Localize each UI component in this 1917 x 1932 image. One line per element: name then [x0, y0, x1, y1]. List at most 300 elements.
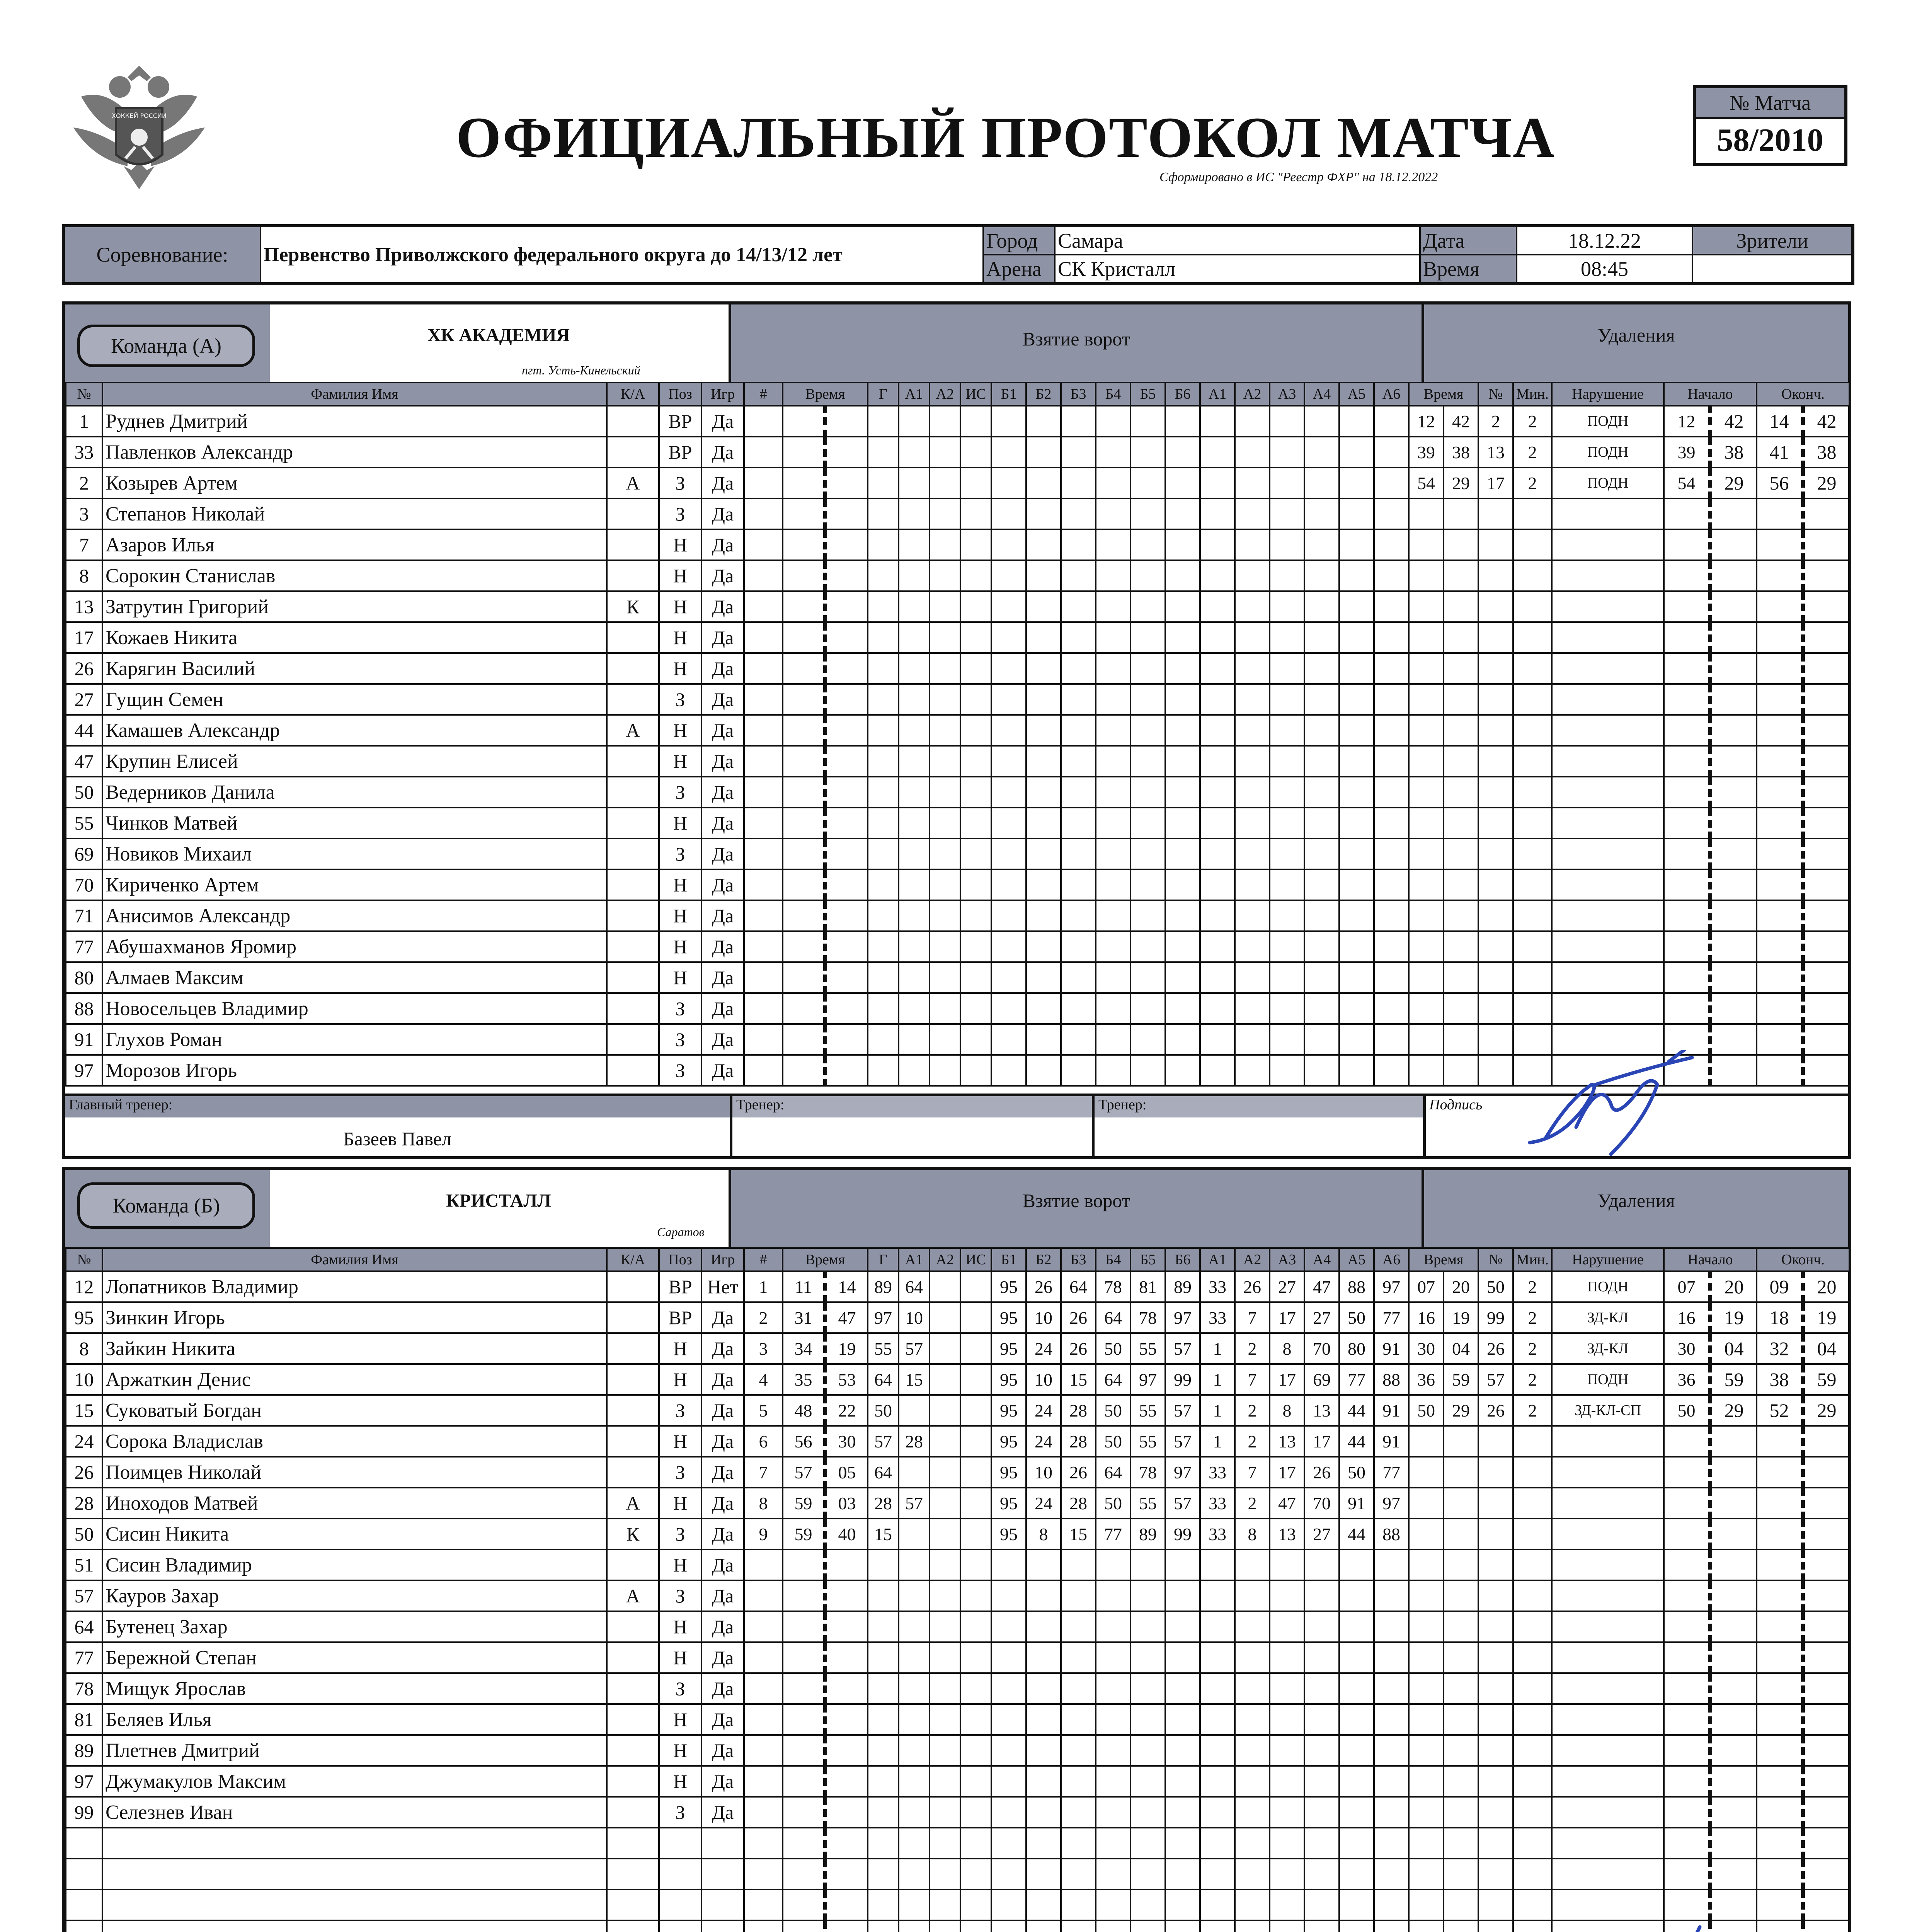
generated-note: Сформировано в ИС "Реестр ФХР" на 18.12.2022: [1159, 170, 1438, 184]
pen-player: [1478, 1024, 1513, 1055]
goal-onice-b: [1061, 962, 1096, 993]
goal-onice-b: [991, 1024, 1026, 1055]
goal-onice-b: [1096, 1766, 1130, 1797]
goal-assist1: 57: [899, 1333, 930, 1364]
player-position: З: [659, 1673, 701, 1704]
goal-onice-b: 26: [1061, 1457, 1096, 1488]
goal-onice-b: 95: [991, 1333, 1026, 1364]
pen-violation: [1552, 591, 1664, 622]
pen-min: [1409, 838, 1444, 869]
pen-sec: [1444, 1673, 1478, 1704]
goal-onice-a: 44: [1339, 1395, 1374, 1426]
goal-onice-a: [1235, 437, 1270, 468]
goal-onice-a: [1270, 406, 1304, 437]
goal-situation: [960, 1519, 991, 1549]
player-name: Новосельцев Владимир: [102, 993, 607, 1024]
goal-min: 35: [783, 1364, 825, 1395]
pen-min: [1409, 1766, 1444, 1797]
goal-situation: [960, 1735, 991, 1766]
player-position: [659, 1828, 701, 1859]
goal-onice-b: [1061, 715, 1096, 746]
goal-onice-a: [1374, 993, 1409, 1024]
goal-onice-b: [1061, 1611, 1096, 1642]
goal-onice-b: [991, 1642, 1026, 1673]
pen-min: [1409, 653, 1444, 684]
pen-start-min: [1664, 993, 1710, 1024]
pen-end-min: 18: [1757, 1302, 1803, 1333]
goal-assist2: [930, 1364, 960, 1395]
pen-start-min: [1664, 1519, 1710, 1549]
pen-start-min: [1664, 1642, 1710, 1673]
pen-player: [1478, 1549, 1513, 1580]
goal-onice-a: [1270, 838, 1304, 869]
player-name: Кауров Захар: [102, 1580, 607, 1611]
goal-scorer: [868, 1920, 899, 1932]
goal-onice-b: [1061, 529, 1096, 560]
goal-assist2: [930, 1859, 960, 1889]
player-number: 47: [66, 746, 102, 777]
player-number: 26: [66, 1457, 102, 1488]
team-a-coach-label: Главный тренер:: [65, 1096, 730, 1117]
pen-end-min: [1757, 653, 1803, 684]
pen-start-min: 39: [1664, 437, 1710, 468]
pen-minutes: [1513, 869, 1552, 900]
goal-situation: [960, 1704, 991, 1735]
team_b-col-head: Б5: [1130, 1248, 1165, 1271]
team_b-col-head: Время: [1409, 1248, 1478, 1271]
pen-end-sec: [1803, 653, 1849, 684]
goal-onice-a: 27: [1270, 1271, 1304, 1302]
pen-end-sec: [1803, 1457, 1849, 1488]
team-a-table: [65, 382, 1850, 1087]
team_b-col-head: #: [744, 1248, 783, 1271]
goal-no: [744, 715, 783, 746]
goal-onice-b: [1061, 1055, 1096, 1086]
pen-start-sec: [1710, 993, 1757, 1024]
player-name: Степанов Николай: [102, 498, 607, 529]
goal-situation: [960, 1920, 991, 1932]
goal-onice-b: [1165, 993, 1200, 1024]
goal-onice-a: [1200, 715, 1235, 746]
goal-onice-b: [1026, 746, 1061, 777]
goal-onice-b: [1130, 1611, 1165, 1642]
goal-onice-b: [1130, 1735, 1165, 1766]
team-a-trainer2-label: Тренер:: [1095, 1096, 1423, 1117]
goal-situation: [960, 715, 991, 746]
goal-assist2: [930, 777, 960, 808]
goal-onice-a: 17: [1270, 1302, 1304, 1333]
goal-onice-b: [1130, 591, 1165, 622]
goal-onice-a: [1200, 838, 1235, 869]
player-role: [607, 777, 659, 808]
goal-onice-a: [1200, 869, 1235, 900]
pen-minutes: [1513, 1549, 1552, 1580]
goal-onice-b: [991, 406, 1026, 437]
player-position: З: [659, 1055, 701, 1086]
player-played: Да: [701, 1735, 744, 1766]
pen-sec: [1444, 1766, 1478, 1797]
player-played: Да: [701, 1766, 744, 1797]
pen-end-min: [1757, 1828, 1803, 1859]
player-row: [66, 1642, 1849, 1673]
goal-sec: 47: [825, 1302, 868, 1333]
player-role: [607, 1271, 659, 1302]
team_b-col-head: Б3: [1061, 1248, 1096, 1271]
goal-onice-b: [1165, 1828, 1200, 1859]
goal-min: [783, 1673, 825, 1704]
pen-min: [1409, 1797, 1444, 1828]
team_a-col-head: Б3: [1061, 383, 1096, 406]
goal-onice-a: [1374, 437, 1409, 468]
pen-end-sec: [1803, 1797, 1849, 1828]
pen-sec: [1444, 1426, 1478, 1457]
player-played: [701, 1828, 744, 1859]
player-position: Н: [659, 869, 701, 900]
goal-onice-b: [1026, 1735, 1061, 1766]
goal-onice-a: [1235, 1704, 1270, 1735]
goal-onice-b: 8: [1026, 1519, 1061, 1549]
goal-situation: [960, 653, 991, 684]
pen-end-min: [1757, 900, 1803, 931]
pen-end-min: [1757, 622, 1803, 653]
player-number: 71: [66, 900, 102, 931]
goal-scorer: 64: [868, 1364, 899, 1395]
goal-onice-a: [1374, 715, 1409, 746]
goal-scorer: [868, 869, 899, 900]
pen-end-sec: [1803, 962, 1849, 993]
pen-sec: [1444, 1797, 1478, 1828]
pen-end-sec: 38: [1803, 437, 1849, 468]
player-played: Да: [701, 746, 744, 777]
pen-sec: [1444, 560, 1478, 591]
goal-onice-b: [991, 653, 1026, 684]
player-role: [607, 437, 659, 468]
goal-onice-b: [1026, 560, 1061, 591]
pen-end-min: [1757, 962, 1803, 993]
player-role: [607, 993, 659, 1024]
player-position: ВР: [659, 406, 701, 437]
goal-onice-b: 89: [1165, 1271, 1200, 1302]
player-position: [659, 1889, 701, 1920]
goal-sec: [825, 1889, 868, 1920]
pen-start-min: [1664, 622, 1710, 653]
team-a-sign-label: Подпись: [1429, 1097, 1483, 1113]
goal-min: 59: [783, 1519, 825, 1549]
goal-onice-b: 28: [1061, 1426, 1096, 1457]
player-row: [66, 808, 1849, 838]
goal-onice-b: [1026, 622, 1061, 653]
pen-end-sec: [1803, 1580, 1849, 1611]
goal-onice-a: [1200, 622, 1235, 653]
goal-onice-b: [1165, 1920, 1200, 1932]
goal-onice-b: [1096, 869, 1130, 900]
goal-assist2: [930, 1426, 960, 1457]
goal-sec: [825, 900, 868, 931]
pen-start-min: [1664, 715, 1710, 746]
pen-end-min: 32: [1757, 1333, 1803, 1364]
pen-end-sec: [1803, 1859, 1849, 1889]
team_a-col-head: К/А: [607, 383, 659, 406]
pen-violation: [1552, 869, 1664, 900]
goal-assist1: [899, 529, 930, 560]
pen-end-min: [1757, 684, 1803, 715]
player-number: 95: [66, 1302, 102, 1333]
pen-start-sec: [1710, 1642, 1757, 1673]
goal-onice-a: [1235, 808, 1270, 838]
pen-sec: [1444, 1920, 1478, 1932]
pen-violation: [1552, 1580, 1664, 1611]
goal-onice-a: [1200, 437, 1235, 468]
goal-onice-a: 13: [1270, 1519, 1304, 1549]
goal-sec: [825, 437, 868, 468]
goal-no: 1: [744, 1271, 783, 1302]
goal-scorer: 57: [868, 1426, 899, 1457]
goal-scorer: [868, 1766, 899, 1797]
team_a-col-head: А5: [1339, 383, 1374, 406]
pen-sec: [1444, 1735, 1478, 1766]
pen-minutes: 2: [1513, 1395, 1552, 1426]
player-row: [66, 1364, 1849, 1395]
goal-min: 59: [783, 1488, 825, 1519]
player-row: [66, 560, 1849, 591]
player-name: Иноходов Матвей: [102, 1488, 607, 1519]
team-b-label: Команда (Б): [77, 1182, 255, 1229]
pen-start-sec: [1710, 1828, 1757, 1859]
goal-onice-a: [1339, 560, 1374, 591]
goal-onice-a: [1374, 808, 1409, 838]
goal-onice-b: 78: [1130, 1302, 1165, 1333]
goal-situation: [960, 900, 991, 931]
goal-onice-b: [1096, 931, 1130, 962]
goal-assist1: [899, 437, 930, 468]
goal-onice-b: [1061, 746, 1096, 777]
goal-onice-a: [1304, 1549, 1339, 1580]
player-played: Да: [701, 498, 744, 529]
team-b-pen-title-box: [1424, 1170, 1848, 1247]
goal-no: [744, 1828, 783, 1859]
goal-onice-a: [1270, 1859, 1304, 1889]
pen-minutes: 2: [1513, 1302, 1552, 1333]
player-position: З: [659, 1395, 701, 1426]
pen-start-sec: [1710, 529, 1757, 560]
goal-min: [783, 1549, 825, 1580]
pen-min: [1409, 993, 1444, 1024]
goal-onice-b: [1096, 1642, 1130, 1673]
pen-start-min: 16: [1664, 1302, 1710, 1333]
goal-situation: [960, 1611, 991, 1642]
goal-min: [783, 1797, 825, 1828]
goal-onice-a: [1374, 498, 1409, 529]
player-name: Крупин Елисей: [102, 746, 607, 777]
pen-min: [1409, 1519, 1444, 1549]
goal-onice-a: 7: [1235, 1302, 1270, 1333]
player-name: Алмаев Максим: [102, 962, 607, 993]
goal-onice-b: [1096, 900, 1130, 931]
goal-min: [783, 1024, 825, 1055]
player-role: [607, 1920, 659, 1932]
goal-onice-b: [1130, 406, 1165, 437]
goal-onice-a: [1339, 838, 1374, 869]
team_a-col-head: №: [1478, 383, 1513, 406]
goal-no: [744, 1797, 783, 1828]
player-played: Да: [701, 1333, 744, 1364]
goal-onice-a: [1270, 777, 1304, 808]
pen-minutes: [1513, 622, 1552, 653]
goal-min: [783, 1920, 825, 1932]
goal-onice-b: 89: [1130, 1519, 1165, 1549]
goal-no: 8: [744, 1488, 783, 1519]
player-played: Да: [701, 962, 744, 993]
goal-onice-b: [1026, 1704, 1061, 1735]
goal-no: [744, 1642, 783, 1673]
pen-end-min: [1757, 746, 1803, 777]
player-name: Зинкин Игорь: [102, 1302, 607, 1333]
goal-onice-b: [1165, 962, 1200, 993]
team_a-col-head: А1: [899, 383, 930, 406]
player-role: [607, 1549, 659, 1580]
goal-onice-a: [1339, 777, 1374, 808]
pen-end-sec: [1803, 838, 1849, 869]
player-role: А: [607, 715, 659, 746]
goal-onice-a: 1: [1200, 1364, 1235, 1395]
goal-onice-a: [1374, 1766, 1409, 1797]
player-name: Затрутин Григорий: [102, 591, 607, 622]
goal-onice-b: 97: [1165, 1457, 1200, 1488]
pen-min: [1409, 1889, 1444, 1920]
goal-onice-a: [1339, 653, 1374, 684]
player-role: [607, 1766, 659, 1797]
team_a-col-head: Б6: [1165, 383, 1200, 406]
player-played: Да: [701, 1673, 744, 1704]
pen-minutes: [1513, 1642, 1552, 1673]
player-position: З: [659, 468, 701, 498]
goal-scorer: [868, 1735, 899, 1766]
goal-onice-b: [1061, 838, 1096, 869]
goal-situation: [960, 1426, 991, 1457]
pen-start-min: [1664, 498, 1710, 529]
goal-onice-a: [1374, 1611, 1409, 1642]
player-number: 1: [66, 406, 102, 437]
pen-end-sec: [1803, 529, 1849, 560]
pen-player: [1478, 1519, 1513, 1549]
pen-violation: [1552, 1549, 1664, 1580]
player-name: Лопатников Владимир: [102, 1271, 607, 1302]
player-position: З: [659, 1797, 701, 1828]
goal-onice-a: 17: [1304, 1426, 1339, 1457]
team_b-col-head: Г: [868, 1248, 899, 1271]
pen-start-sec: [1710, 1519, 1757, 1549]
player-role: [607, 931, 659, 962]
goal-onice-a: [1235, 715, 1270, 746]
pen-end-min: [1757, 1426, 1803, 1457]
goal-onice-b: [1026, 1055, 1061, 1086]
goal-onice-b: [1130, 653, 1165, 684]
pen-player: [1478, 1673, 1513, 1704]
team_b-col-head: А1: [1200, 1248, 1235, 1271]
pen-minutes: [1513, 1920, 1552, 1932]
pen-violation: [1552, 962, 1664, 993]
pen-minutes: [1513, 1426, 1552, 1457]
pen-player: [1478, 1859, 1513, 1889]
player-name: Селезнев Иван: [102, 1797, 607, 1828]
goal-assist1: [899, 684, 930, 715]
player-number: 69: [66, 838, 102, 869]
pen-start-min: [1664, 591, 1710, 622]
pen-end-min: 41: [1757, 437, 1803, 468]
player-name: [102, 1859, 607, 1889]
team_b-col-head: А2: [930, 1248, 960, 1271]
goal-onice-b: [1026, 498, 1061, 529]
pen-end-min: [1757, 560, 1803, 591]
goal-onice-a: 88: [1339, 1271, 1374, 1302]
goal-situation: [960, 869, 991, 900]
pen-start-sec: [1710, 560, 1757, 591]
goal-onice-a: [1304, 993, 1339, 1024]
player-played: Да: [701, 622, 744, 653]
goal-scorer: [868, 931, 899, 962]
pen-min: [1409, 1457, 1444, 1488]
goal-onice-b: [991, 1055, 1026, 1086]
pen-start-sec: [1710, 869, 1757, 900]
time-label: Время: [1420, 255, 1517, 284]
pen-player: [1478, 1797, 1513, 1828]
team_a-col-head: Оконч.: [1757, 383, 1849, 406]
goal-onice-a: [1339, 715, 1374, 746]
player-name: [102, 1828, 607, 1859]
pen-end-sec: [1803, 498, 1849, 529]
goal-assist2: [930, 808, 960, 838]
goal-onice-b: 64: [1096, 1457, 1130, 1488]
player-played: Да: [701, 1055, 744, 1086]
goal-onice-a: [1339, 1797, 1374, 1828]
goal-onice-b: [1130, 838, 1165, 869]
goal-sec: [825, 1055, 868, 1086]
player-role: [607, 869, 659, 900]
goal-onice-a: [1235, 931, 1270, 962]
goal-onice-b: [1130, 1859, 1165, 1889]
pen-violation: ПОДН: [1552, 437, 1664, 468]
pen-min: [1409, 498, 1444, 529]
goal-onice-b: [1130, 1580, 1165, 1611]
pen-min: [1409, 622, 1444, 653]
goal-assist1: 57: [899, 1488, 930, 1519]
goal-onice-b: [1130, 931, 1165, 962]
pen-player: [1478, 777, 1513, 808]
pen-end-min: [1757, 1766, 1803, 1797]
goal-scorer: [868, 746, 899, 777]
player-number: 33: [66, 437, 102, 468]
player-position: Н: [659, 962, 701, 993]
page-title: ОФИЦИАЛЬНЫЙ ПРОТОКОЛ МАТЧА: [456, 105, 1556, 170]
team_b-col-head: Нарушение: [1552, 1248, 1664, 1271]
goal-onice-b: [1026, 1642, 1061, 1673]
team-a-pen-title: Удаления: [1597, 324, 1675, 346]
goal-onice-a: [1304, 1704, 1339, 1735]
goal-assist2: [930, 1302, 960, 1333]
pen-minutes: [1513, 993, 1552, 1024]
player-played: Да: [701, 1302, 744, 1333]
player-name: Гущин Семен: [102, 684, 607, 715]
pen-minutes: 2: [1513, 1333, 1552, 1364]
goal-sec: [825, 684, 868, 715]
goal-onice-a: [1270, 1611, 1304, 1642]
goal-min: [783, 498, 825, 529]
team-a-goals-title-box: [729, 304, 1424, 382]
goal-onice-b: [1096, 1920, 1130, 1932]
goal-assist1: [899, 808, 930, 838]
goal-assist2: [930, 1828, 960, 1859]
pen-sec: [1444, 591, 1478, 622]
